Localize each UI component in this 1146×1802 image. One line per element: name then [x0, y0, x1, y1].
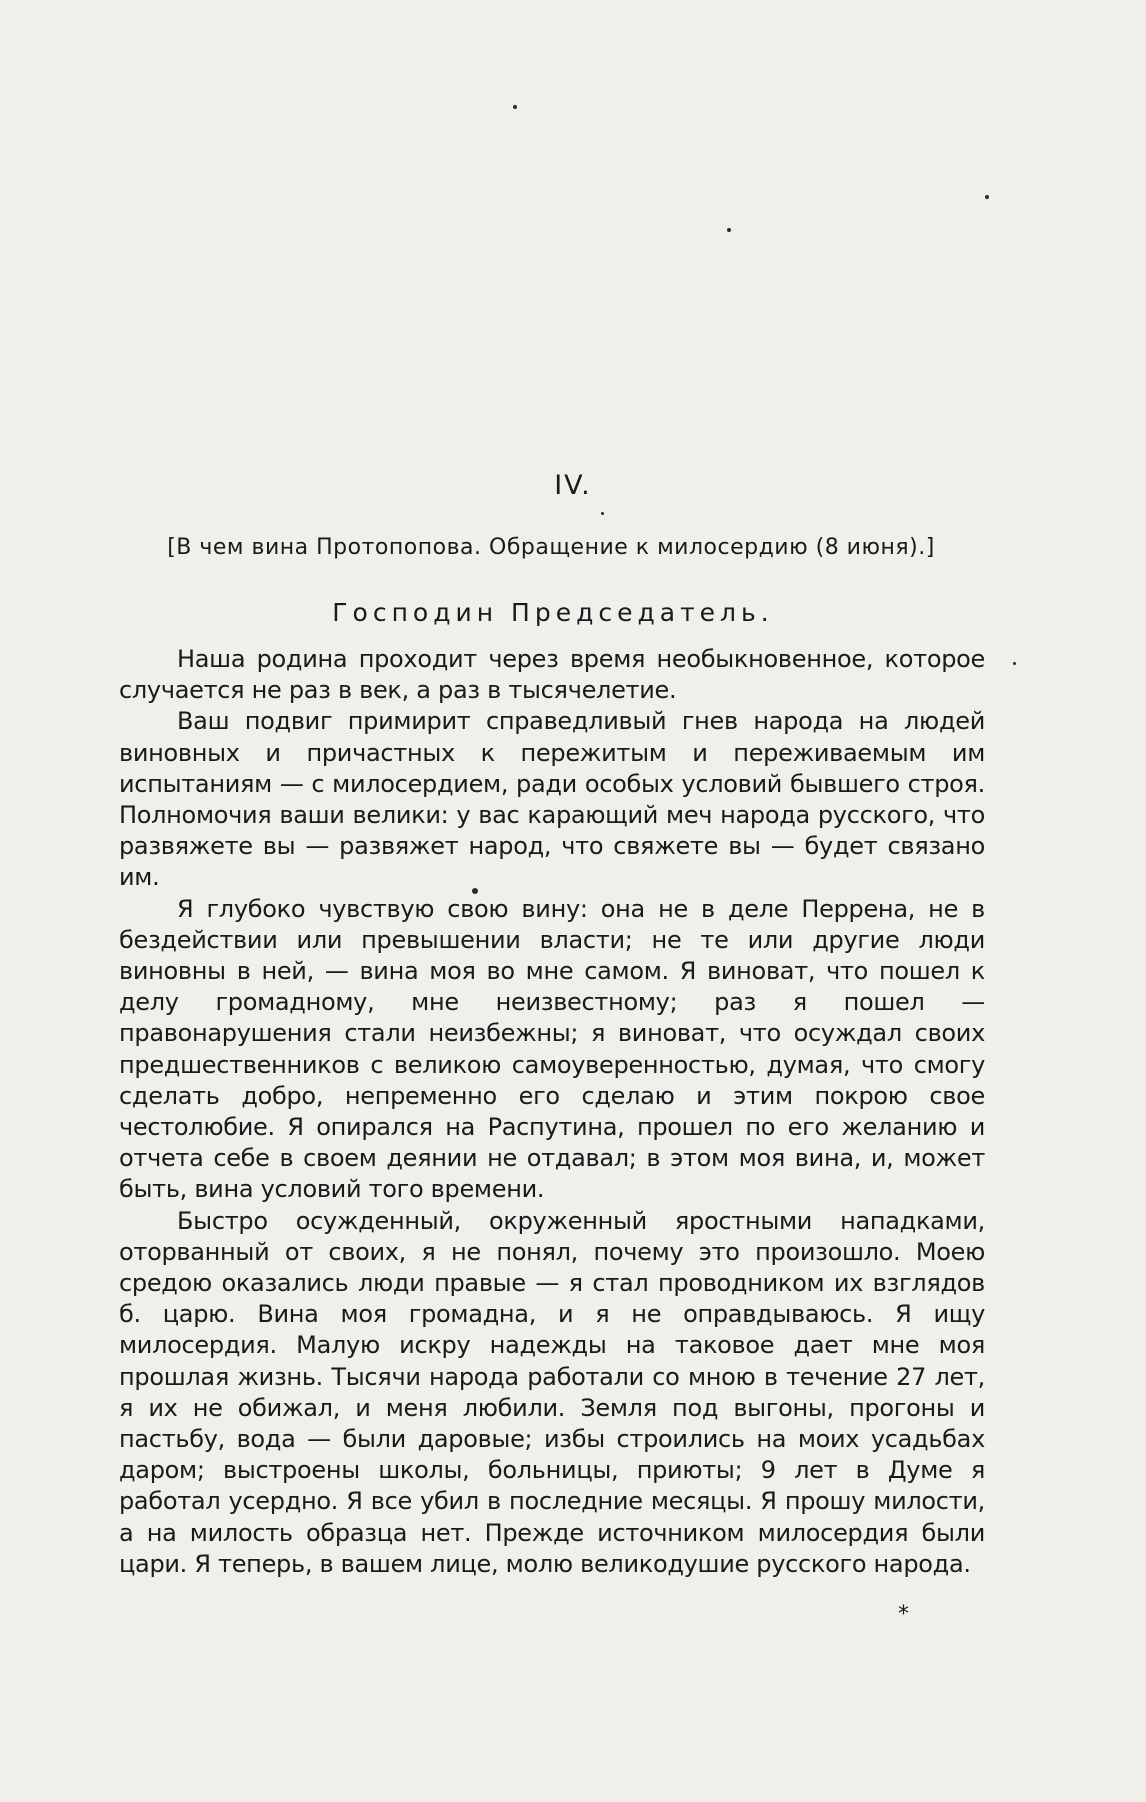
section-subtitle: [В чем вина Протопопова. Обращение к милосердию (8 июня).]: [167, 535, 935, 560]
print-speck: [985, 195, 989, 199]
print-speck: [601, 512, 604, 515]
footer-asterisk: *: [898, 1602, 909, 1627]
paragraph: Ваш подвиг примирит справедливый гнев народа на людей виновных и причастных к пережитым и переживаемым им испытаниям — с милосердием, ради особых условий бывшего строя. Полномочия ваши велики: у вас карающий меч народа русского, что развяжете вы — развяжет народ, что свяжете вы — будет связано им.: [119, 707, 985, 892]
print-speck: [1013, 662, 1016, 665]
body-text: [119, 644, 985, 1580]
paragraph: Я глубоко чувствую свою вину: она не в деле Перрена, не в бездействии или превышении власти; не те или другие люди виновны в ней, — вина моя во мне самом. Я виноват, что пошел к делу громадному, мне неизвестному; раз я пошел — правонарушения стали неизбежны; я виноват, что осуждал своих предшественников с великою самоуверенностью, думая, что смогу сделать добро, непременно его сделаю и этим покрою свое честолюбие. Я опирался на Распутина, прошел по его желанию и отчета себе в своем деянии не отдавал; в этом моя вина, и, может быть, вина условий того времени.: [119, 894, 985, 1204]
print-speck: [513, 105, 517, 109]
section-number: IV.: [554, 470, 592, 501]
print-speck: [727, 228, 731, 232]
address-heading: Господин Председатель.: [332, 598, 774, 627]
paragraph: Наша родина проходит через время необыкновенное, которое случается не раз в век, а раз в тысячелетие.: [119, 645, 985, 705]
paragraph: Быстро осужденный, окруженный яростными нападками, оторванный от своих, я не понял, почему это произошло. Моею средою оказались люди правые — я стал проводником их взглядов б. царю. Вина моя громадна, и я не оправдываюсь. Я ищу милосердия. Малую искру надежды на таковое дает мне моя прошлая жизнь. Тысячи народа работали со мною в течение 27 лет, я их не обижал, и меня любили. Земля под выгоны, прогоны и пастьбу, вода — были даровые; избы строились на моих усадьбах даром; выстроены школы, больницы, приюты; 9 лет в Думе я работал усердно. Я все убил в последние месяцы. Я прошу милости, а на милость образца нет. Прежде источником милосердия были цари. Я теперь, в вашем лице, молю великодушие русского народа.: [119, 1206, 985, 1578]
